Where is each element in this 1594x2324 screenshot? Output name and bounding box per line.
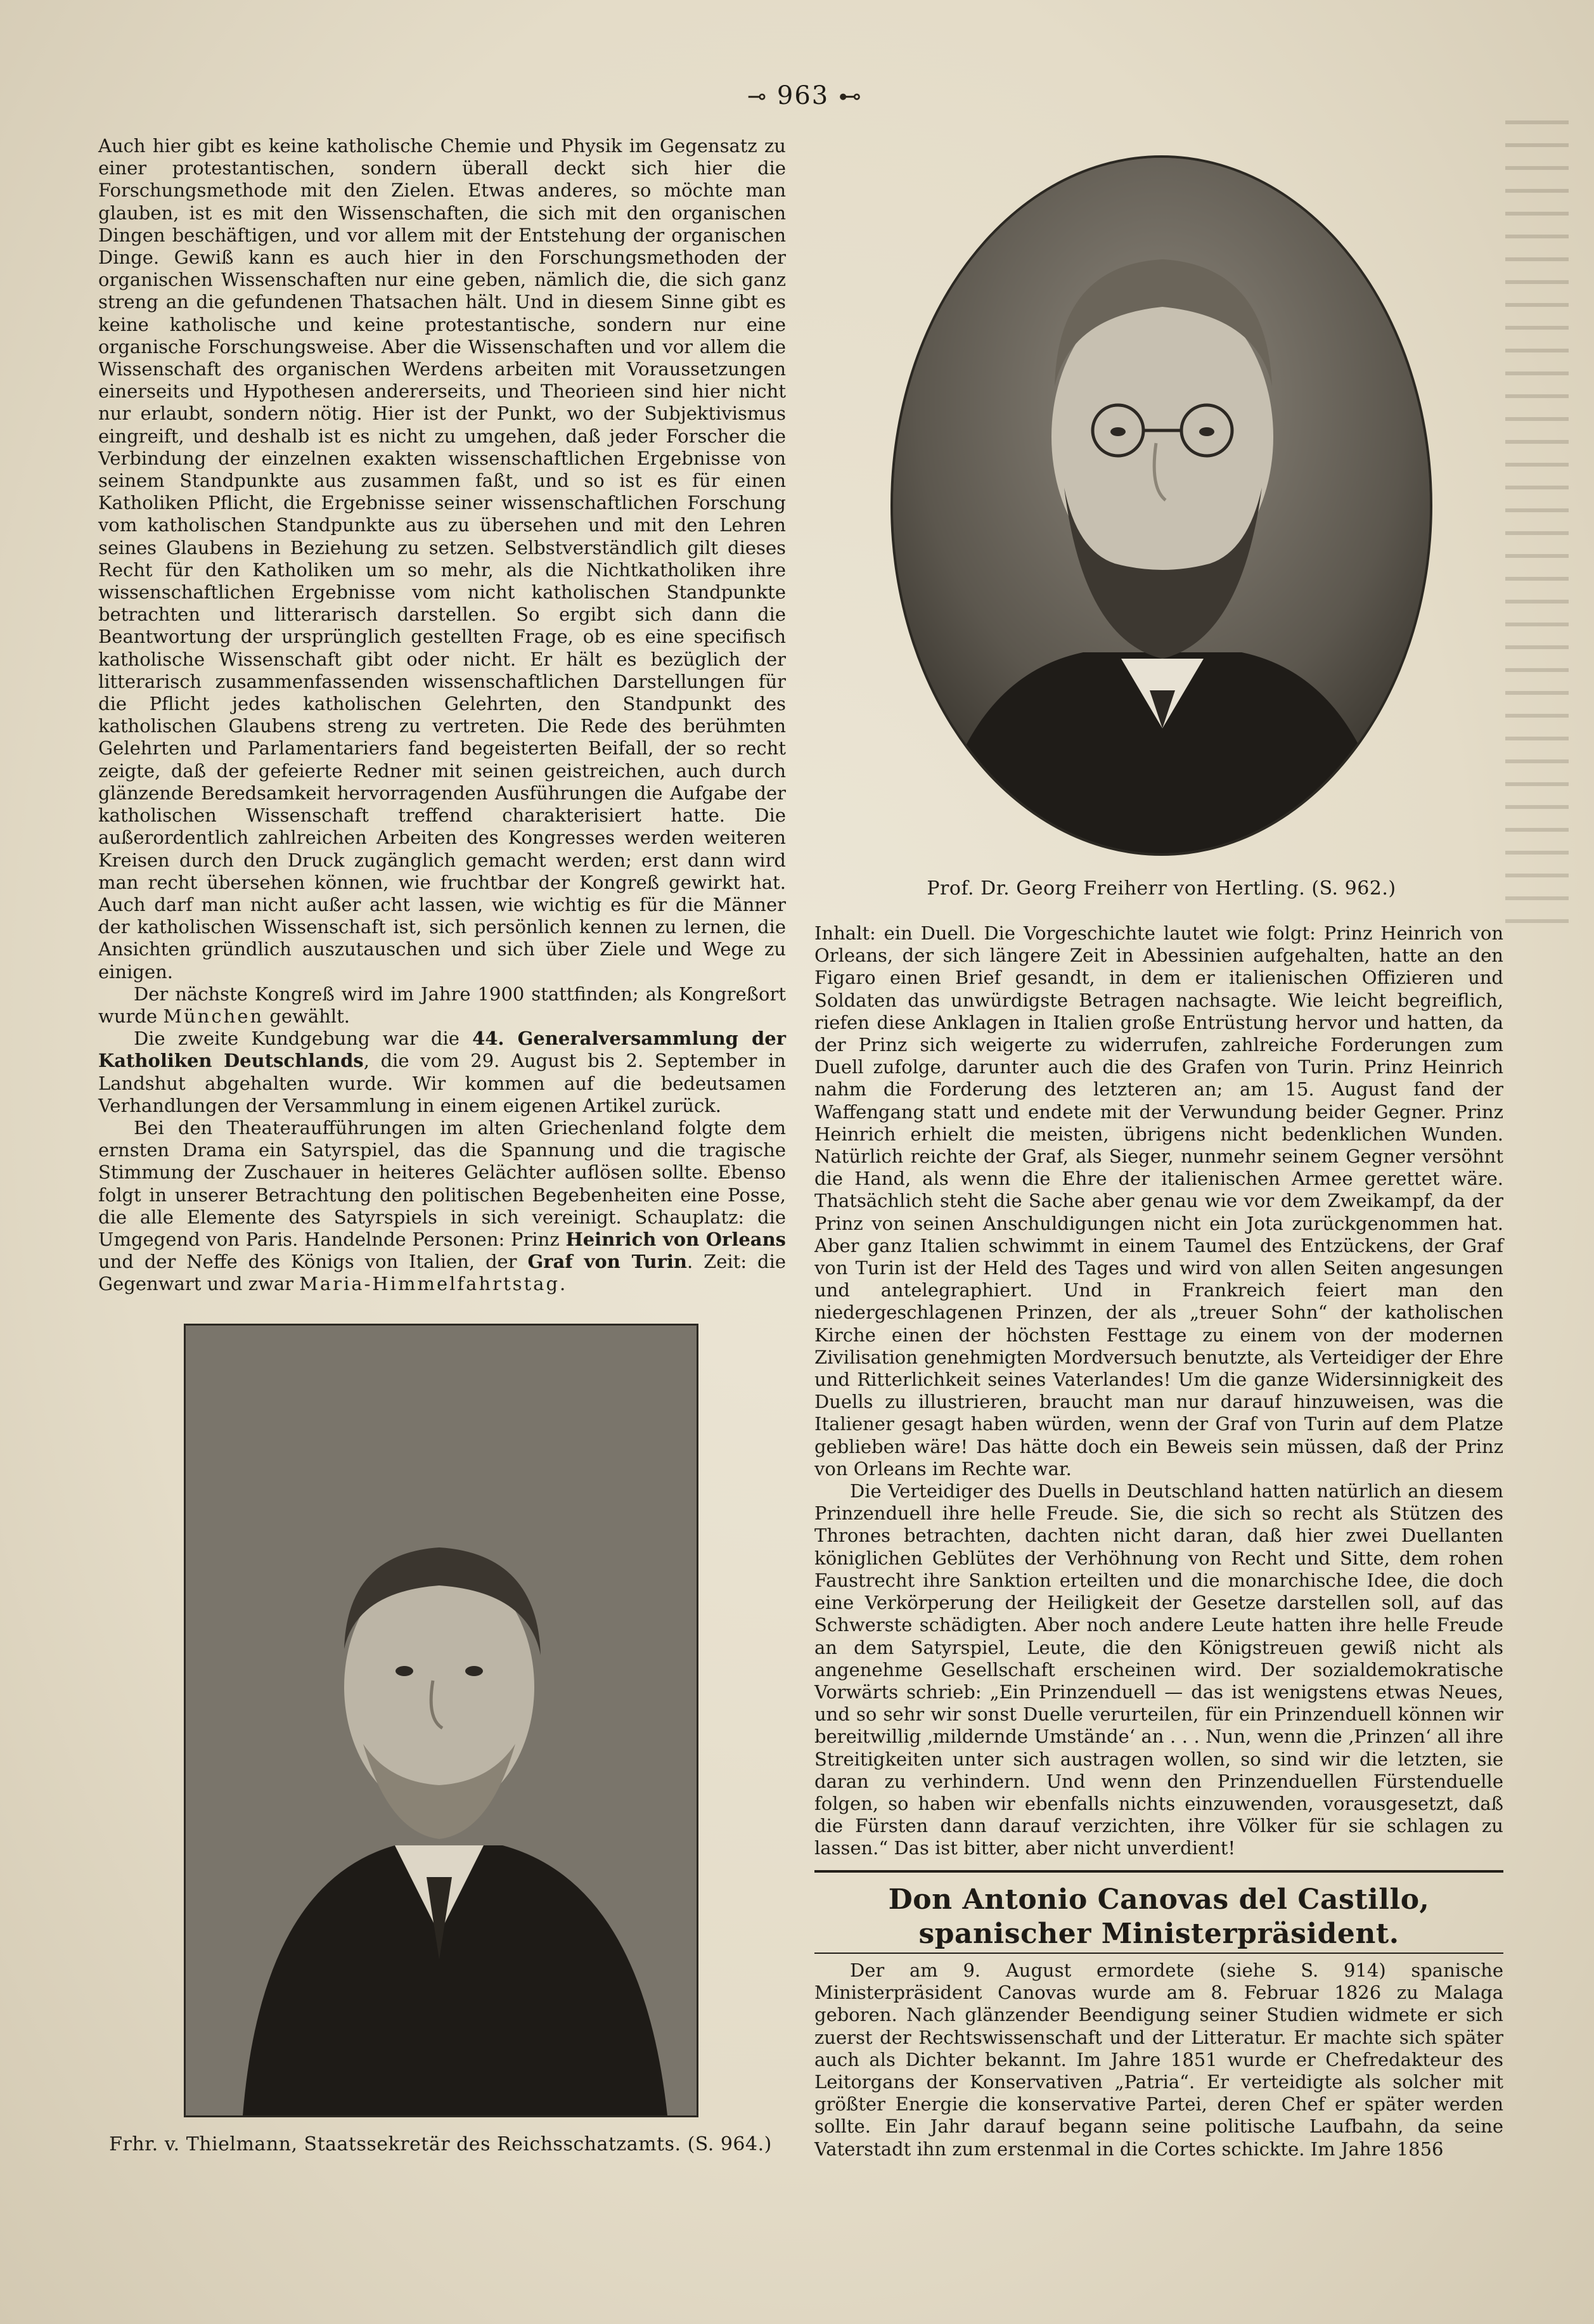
heading-underline bbox=[814, 1953, 1503, 1954]
left-paragraph-3 bbox=[98, 1028, 786, 1117]
hertling-portrait-illustration bbox=[893, 158, 1430, 853]
text-run: Der nächste Kongreß wird im Jahre 1900 stattfinden; als Kongreßort wurde bbox=[98, 983, 786, 1027]
thielmann-portrait-illustration bbox=[186, 1326, 697, 2115]
bold-term: Heinrich von Orleans bbox=[565, 1228, 786, 1250]
ornament-left-icon: ⊸ bbox=[747, 84, 768, 110]
text-run: . Zeit: die Gegenwart und zwar bbox=[98, 1251, 787, 1295]
article-body-column bbox=[814, 1959, 1503, 2160]
right-paragraph-2: Die Verteidiger des Duells in Deutschland hatten natürlich an diesem Prinzenduell ihre helle Freude. Sie, die sich so recht als Stützen des Thrones betrachten, dachten nicht daran, daß hier zwei Duellanten königlichen Geblütes der Verhöhnung von Recht und Sitte, dem rohen Faustrecht ihre Sanktion erteilten und die monarchische Idee, die doch eine Verkörperung der Heiligkeit der Gesetze darstellen soll, auf das Schwerste schädigten. Aber noch andere Leute hatten ihre helle Freude an dem Satyrspiel, Leute, die den Königstreuen gewiß nicht als angenehme Gesellschaft erscheinen wird. Der sozialdemokratische Vorwärts schrieb: „Ein Prinzenduell — das ist wenigstens etwas Neues, und so sehr wir sonst Duelle verurteilen, für ein Prinzenduell können wir bereitwillig ‚mildernde Umstände‘ an . . . Nun, wenn die ‚Prinzen‘ all ihre Streitigkeiten unter sich austragen wollen, so sind wir die letzten, sie daran zu verhindern. Und wenn den Prinzenduellen Fürstenduelle folgen, so haben wir ebenfalls nichts einzuwenden, vorausgesetzt, daß die Fürsten dann darauf verzichten, ihre Völker für sie schlagen zu lassen.“ Das ist bitter, aber nicht unverdient! bbox=[814, 1480, 1503, 1859]
article-divider bbox=[814, 1870, 1503, 1873]
text-run: , die vom 29. August bis 2. September in Landshut abgehalten wurde. Wir kommen auf die bedeutsamen Verhandlungen der Versammlung in einem eigenen Artikel zurück. bbox=[98, 1050, 786, 1116]
text-run: Bei den Theateraufführungen im alten Griechenland folgte dem ernsten Drama ein Satyrspiel, das die Spannung und die tragische Stimmung der Zuschauer in heiteres Gelächter auflösen sollte. Ebenso folgt in unserer Betrachtung den politischen Begebenheiten eine Posse, die alle Elemente des Satyrspiels in sich vereinigt. Schauplatz: die Umgegend von Paris. Handelnde Personen: Prinz bbox=[98, 1116, 786, 1250]
city-name: München bbox=[163, 1005, 264, 1027]
page-header bbox=[697, 81, 913, 119]
ornament-right-icon: ⊷ bbox=[838, 84, 863, 110]
left-column bbox=[98, 135, 786, 1296]
bleed-through-text bbox=[1505, 120, 1569, 932]
text-run: gewählt. bbox=[264, 1005, 350, 1027]
text-run: . bbox=[560, 1273, 566, 1295]
left-paragraph-1: Auch hier gibt es keine katholische Chemie und Physik im Gegensatz zu einer protestantischen, sondern überall deckt sich hier die Forschungsmethode mit den Zielen. Etwas anderes, so möchte man glauben, ist es mit den Wissenschaften, die sich mit den organischen Dingen beschäftigen, und vor allem mit der Entstehung der organischen Dinge. Gewiß kann es auch hier in den Forschungsmethoden der organischen Wissenschaften nur eine geben, nämlich die, die sich ganz streng an die gefundenen Thatsachen hält. Und in diesem Sinne gibt es keine katholische und keine protestantische, sondern nur eine organische Forschungsweise. Aber die Wissenschaften und vor allem die Wissenschaft des organischen Werdens arbeiten mit Voraussetzungen einerseits und Hypothesen andererseits, und Theorieen sind hier nicht nur erlaubt, sondern nötig. Hier ist der Punkt, wo der Subjektivismus eingreift, und deshalb ist es nicht zu umgehen, daß jeder Forscher die Verbindung der einzelnen exakten wissenschaftlichen Ergebnisse von seinem Standpunkte aus zusammen faßt, und so ist es für einen Katholiken Pflicht, die Ergebnisse seiner wissenschaftlichen Forschung vom katholischen Standpunkte aus zu übersehen und mit den Lehren seines Glaubens in Beziehung zu setzen. Selbstverständlich gilt dieses Recht für den Katholiken um so mehr, als die Nichtkatholiken ihre wissenschaftlichen Ergebnisse vom nicht katholischen Standpunkte betrachten und litterarisch darstellen. So ergibt sich dann die Beantwortung der ursprünglich gestellten Frage, ob es eine specifisch katholische Wissenschaft gibt oder nicht. Er hält es bezüglich der litterarisch zusammenfassenden wissenschaftlichen Darstellungen für die Pflicht jedes katholischen Gelehrten, den Standpunkt des katholischen Glaubens streng zu vertreten. Die Rede des berühmten Gelehrten und Parlamentariers fand begeisterten Beifall, der so recht zeigte, daß der gefeierte Redner mit seinen geistreichen, auch durch glänzende Beredsamkeit hervorragenden Ausführungen die Aufgabe der katholischen Wissenschaft treffend charakterisiert hatte. Die außerordentlich zahlreichen Arbeiten des Kongresses werden weiteren Kreisen durch den Druck zugänglich gemacht werden; erst dann wird man recht übersehen können, wie fruchtbar der Kongreß gewirkt hat. Auch darf man nicht außer acht lassen, wie wichtig es für die Männer der katholischen Wissenschaft ist, sich persönlich kennen zu lernen, die Ansichten gründlich auszutauschen und sich über Ziele und Wege zu einigen. bbox=[98, 135, 786, 983]
hertling-caption: Prof. Dr. Georg Freiherr von Hertling. (S. 962.) bbox=[927, 877, 1396, 900]
text-run: und der Neffe des Königs von Italien, der bbox=[98, 1251, 528, 1273]
left-paragraph-2 bbox=[98, 983, 786, 1028]
bold-term: 44. Generalversammlung der Katholiken Deutschlands bbox=[98, 1028, 786, 1072]
spaced-term: Maria-Himmelfahrtstag bbox=[299, 1273, 560, 1295]
article-body: Der am 9. August ermordete (siehe S. 914) spanische Ministerpräsident Canovas wurde am 8. Februar 1826 zu Malaga geboren. Nach glänzender Beendigung seiner Studien widmete er sich zuerst der Rechtswissenschaft und der Litteratur. Er machte sich später auch als Dichter bekannt. Im Jahre 1851 wurde er Chefredakteur des Leitorgans der Konservativen „Patria“. Er verteidigte als solcher mit größter Energie die konservative Partei, deren Chef er später werden sollte. Ein Jahr darauf begann seine politische Laufbahn, da seine Vaterstadt ihn zum erstenmal in die Cortes schickte. Im Jahre 1856 bbox=[814, 1959, 1503, 2160]
thielmann-portrait bbox=[184, 1324, 698, 2117]
page-number: 963 bbox=[776, 81, 830, 110]
left-paragraph-4 bbox=[98, 1117, 786, 1296]
thielmann-caption: Frhr. v. Thielmann, Staatssekretär des Reichsschatzamts. (S. 964.) bbox=[109, 2133, 772, 2155]
right-paragraph-1: Inhalt: ein Duell. Die Vorgeschichte lautet wie folgt: Prinz Heinrich von Orleans, der sich längere Zeit in Abessinien aufgehalten, hatte an den Figaro einen Brief gesandt, in dem er italienischen Offizieren und Soldaten das unwürdigste Betragen nachsagte. Wie leicht begreiflich, riefen diese Anklagen in Italien große Entrüstung hervor und hatten, da der Prinz sich weigerte zu widerrufen, zahlreiche Forderungen zum Duell zufolge, darunter auch die des Grafen von Turin. Prinz Heinrich nahm die Forderung des letzteren an; am 15. August fand der Waffengang statt und endete mit der Verwundung beider Gegner. Prinz Heinrich erhielt die meisten, übrigens nicht bedenklichen Wunden. Natürlich reichte der Graf, als Sieger, nunmehr seinem Gegner versöhnt die Hand, als wenn die Ehre der italienischen Armee gerettet wäre. Thatsächlich steht die Sache aber genau wie vor dem Zweikampf, da der Prinz von seinen Anschuldigungen nicht ein Jota zurückgenommen hat. Aber ganz Italien schwimmt in einem Taumel des Entzückens, der Graf von Turin ist der Held des Tages und wird von allen Seiten angesungen und antelegraphiert. Und in Frankreich feiert man den niedergeschlagenen Prinzen, der als „treuer Sohn“ der katholischen Kirche einen der höchsten Festtage zu einem von der modernen Zivilisation genehmigten Mordversuch benutzte, als Verteidiger der Ehre und Ritterlichkeit seines Vaterlandes! Um die ganze Widersinnigkeit des Duells zu illustrieren, braucht man nur darauf hinzuweisen, was die Italiener gesagt haben würden, wenn der Graf von Turin auf dem Platze geblieben wäre! Das hätte doch ein Beweis sein müssen, daß der Prinz von Orleans im Rechte war. bbox=[814, 922, 1503, 1480]
article-heading: Don Antonio Canovas del Castillo, spanischer Ministerpräsident. bbox=[888, 1883, 1430, 1950]
text-run: Die zweite Kundgebung war die bbox=[134, 1028, 473, 1050]
hertling-portrait bbox=[890, 155, 1432, 856]
right-column bbox=[814, 922, 1503, 1860]
bold-term: Graf von Turin bbox=[527, 1251, 687, 1273]
